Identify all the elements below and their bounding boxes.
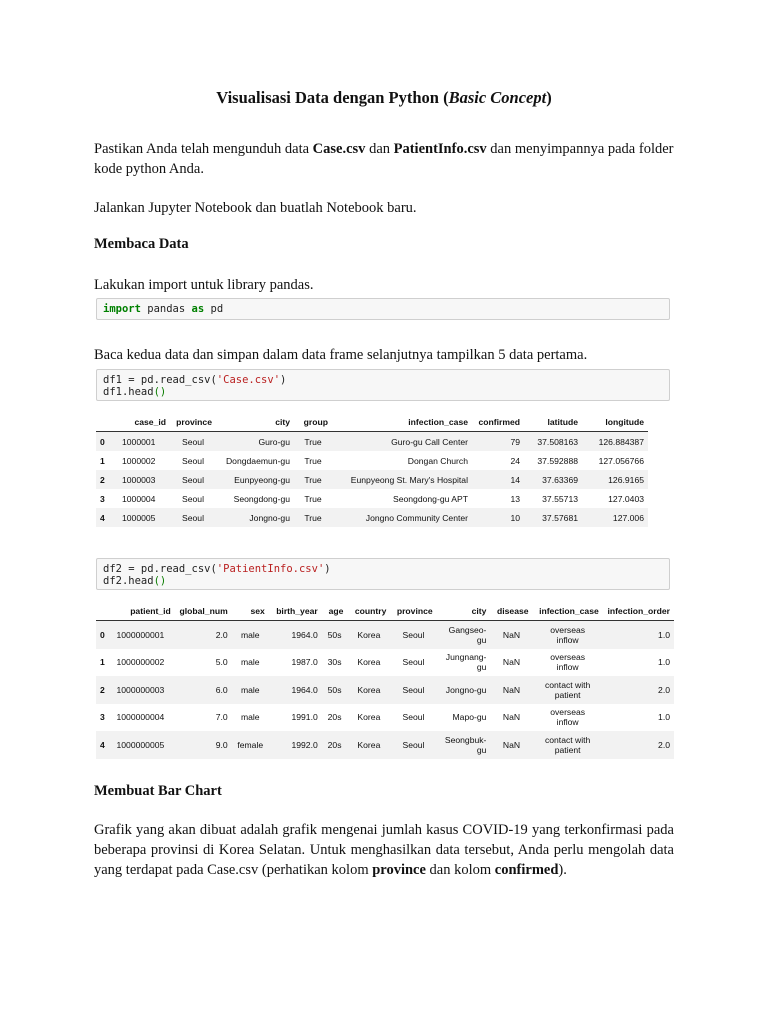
table-cell: 1.0 [658, 629, 670, 640]
table-cell: Seoul [182, 436, 204, 447]
table-cell: 24 [510, 455, 520, 466]
column-header [96, 602, 112, 621]
case-dataframe-output [96, 413, 648, 527]
table-cell: 2.0 [658, 684, 670, 695]
table-cell: 1000000003 [116, 684, 165, 695]
table-cell: Korea [357, 684, 381, 695]
table-cell: 79 [510, 436, 520, 447]
table-cell: Seongbuk- gu [444, 734, 487, 755]
table-cell: 37.57681 [542, 512, 578, 523]
table-cell: Seoul [182, 493, 204, 504]
table-cell: Gangseo- gu [448, 624, 487, 645]
table-cell: 9.0 [215, 739, 228, 750]
table-cell: Jongno Community Center [365, 512, 468, 523]
table-cell: Guro-gu Call Center [391, 436, 468, 447]
column-header: city [437, 602, 491, 621]
table-cell: 1000000002 [116, 657, 165, 668]
table-cell: NaN [502, 629, 521, 640]
table-cell: 1000000001 [116, 629, 165, 640]
table-cell: male [240, 629, 260, 640]
table-cell: 3 [100, 712, 105, 723]
column-header: patient_id [112, 602, 174, 621]
table-cell: Seoul [402, 712, 425, 723]
column-header: province [170, 413, 216, 432]
table-row [96, 489, 648, 508]
table-cell: 1000000004 [116, 712, 165, 723]
table-cell: 1000001 [122, 436, 156, 447]
code-cell-read-patient[interactable]: df2 = pd.read_csv('PatientInfo.csv') df2.head() [96, 558, 670, 590]
table-cell: 1000002 [122, 455, 156, 466]
title-italic: Basic Concept [448, 88, 547, 107]
table-row [96, 649, 674, 677]
table-cell: contact with patient [544, 679, 591, 700]
table-cell: 1964.0 [291, 684, 318, 695]
table-cell: Jongno-gu [249, 512, 290, 523]
table-cell: 1992.0 [291, 739, 318, 750]
table-cell: contact with patient [544, 734, 591, 755]
table-cell: 14 [510, 474, 520, 485]
table-row [96, 451, 648, 470]
table-cell: 50s [327, 684, 342, 695]
table-cell: Seongdong-gu APT [392, 493, 468, 504]
table-cell: Guro-gu [258, 436, 290, 447]
table-cell: overseas inflow [550, 707, 586, 728]
intro-paragraph-1: Pastikan Anda telah mengunduh data Case.csv dan PatientInfo.csv dan menyimpannya pada folder kode python Anda. [94, 141, 674, 177]
table-cell: Seoul [182, 455, 204, 466]
table-cell: 37.55713 [542, 493, 578, 504]
table-cell: Seongdong-gu [233, 493, 290, 504]
table-cell: 1 [100, 455, 105, 466]
column-header: infection_order [603, 602, 674, 621]
column-header: confirmed [472, 413, 524, 432]
table-cell: 1991.0 [291, 712, 318, 723]
table-cell: male [240, 657, 260, 668]
table-row [96, 432, 648, 452]
table-cell: 1964.0 [291, 629, 318, 640]
section-heading-bar-chart: Membuat Bar Chart [94, 783, 222, 799]
table-cell: 20s [327, 739, 342, 750]
table-cell: female [237, 739, 264, 750]
table-row [96, 621, 674, 649]
code-cell-import[interactable]: import pandas as pd [96, 298, 670, 320]
table-cell: Dongdaemun-gu [225, 455, 290, 466]
table-cell: 126.884387 [598, 436, 644, 447]
bar-chart-paragraph: Grafik yang akan dibuat adalah grafik mengenai jumlah kasus COVID-19 yang terkonfirmasi pada beberapa provinsi di Korea Selatan. Untuk menghasilkan data tersebut, Anda perlu mengolah data yang terdapat pada Case.csv (perhatikan kolom province dan kolom confirmed). [94, 822, 674, 878]
import-instruction: Lakukan import untuk library pandas. [94, 277, 314, 293]
table-cell: 50s [327, 629, 342, 640]
table-cell: 1000000005 [116, 739, 165, 750]
column-header: latitude [524, 413, 582, 432]
table-cell: 7.0 [215, 712, 228, 723]
table-cell: True [304, 455, 322, 466]
column-header: longitude [582, 413, 648, 432]
table-cell: True [304, 512, 322, 523]
table-row [96, 470, 648, 489]
table-cell: Seoul [402, 684, 425, 695]
table-cell: 1.0 [658, 657, 670, 668]
table-cell: 4 [100, 739, 105, 750]
patient-dataframe-output [96, 602, 674, 759]
column-header: infection_case [332, 413, 472, 432]
table-cell: Dongan Church [407, 455, 468, 466]
table-cell: 10 [510, 512, 520, 523]
column-header: disease [490, 602, 532, 621]
column-header: infection_case [533, 602, 603, 621]
table-cell: Seoul [402, 629, 425, 640]
table-cell: Korea [357, 657, 381, 668]
table-cell: Jungnang- gu [445, 652, 487, 673]
table-cell: overseas inflow [550, 652, 586, 673]
table-cell: Korea [357, 712, 381, 723]
table-cell: 2.0 [215, 629, 228, 640]
table-row [96, 704, 674, 732]
table-cell: 126.9165 [608, 474, 644, 485]
read-instruction: Baca kedua data dan simpan dalam data frame selanjutnya tampilkan 5 data pertama. [94, 347, 588, 363]
table-row [96, 731, 674, 759]
table-cell: Mapo-gu [452, 712, 487, 723]
table-cell: 2 [100, 474, 105, 485]
table-cell: True [304, 493, 322, 504]
table-cell: 1.0 [658, 712, 670, 723]
table-cell: 127.056766 [598, 455, 644, 466]
table-cell: 1987.0 [291, 657, 318, 668]
column-header: age [322, 602, 348, 621]
table-cell: 1000003 [122, 474, 156, 485]
table-cell: NaN [502, 657, 521, 668]
table-cell: overseas inflow [550, 624, 586, 645]
table-cell: True [304, 436, 322, 447]
page-title: Visualisasi Data dengan Python (Basic Concept) [216, 88, 552, 107]
table-cell: Eunpyeong St. Mary's Hospital [350, 474, 468, 485]
table-cell: 0 [100, 629, 105, 640]
table-cell: NaN [502, 712, 521, 723]
table-cell: 5.0 [215, 657, 228, 668]
table-cell: 127.0403 [608, 493, 644, 504]
table-cell: Seoul [402, 657, 425, 668]
table-cell: 37.592888 [537, 455, 578, 466]
table-cell: 2 [100, 684, 105, 695]
table-cell: 37.63369 [542, 474, 578, 485]
table-cell: 127.006 [612, 512, 644, 523]
code-cell-read-case[interactable]: df1 = pd.read_csv('Case.csv') df1.head() [96, 369, 670, 401]
table-cell: 20s [327, 712, 342, 723]
column-header [96, 413, 118, 432]
section-heading-membaca-data: Membaca Data [94, 236, 189, 252]
table-cell: True [304, 474, 322, 485]
table-cell: 2.0 [658, 739, 670, 750]
table-cell: Korea [357, 739, 381, 750]
table-cell: Seoul [182, 474, 204, 485]
table-cell: Jongno-gu [445, 684, 487, 695]
table-cell: 37.508163 [537, 436, 578, 447]
table-cell: NaN [502, 684, 521, 695]
table-cell: male [240, 684, 260, 695]
column-header: city [216, 413, 294, 432]
table-cell: 3 [100, 493, 105, 504]
table-cell: 4 [100, 512, 105, 523]
table-cell: 1000005 [122, 512, 156, 523]
table-cell: male [240, 712, 260, 723]
table-row [96, 508, 648, 527]
column-header: group [294, 413, 332, 432]
table-cell: Seoul [402, 739, 425, 750]
intro-paragraph-2: Jalankan Jupyter Notebook dan buatlah Notebook baru. [94, 200, 417, 216]
table-cell: 1 [100, 657, 105, 668]
table-cell: 30s [327, 657, 342, 668]
table-row [96, 676, 674, 704]
table-cell: Eunpyeong-gu [234, 474, 290, 485]
table-cell: Korea [357, 629, 381, 640]
column-header: province [390, 602, 436, 621]
table-cell: NaN [502, 739, 521, 750]
column-header: birth_year [269, 602, 322, 621]
table-cell: 6.0 [215, 684, 228, 695]
table-cell: Seoul [182, 512, 204, 523]
column-header: case_id [118, 413, 170, 432]
table-cell: 1000004 [122, 493, 156, 504]
column-header: country [347, 602, 390, 621]
table-cell: 13 [510, 493, 520, 504]
table-cell: 0 [100, 436, 105, 447]
column-header: global_num [175, 602, 232, 621]
column-header: sex [232, 602, 269, 621]
